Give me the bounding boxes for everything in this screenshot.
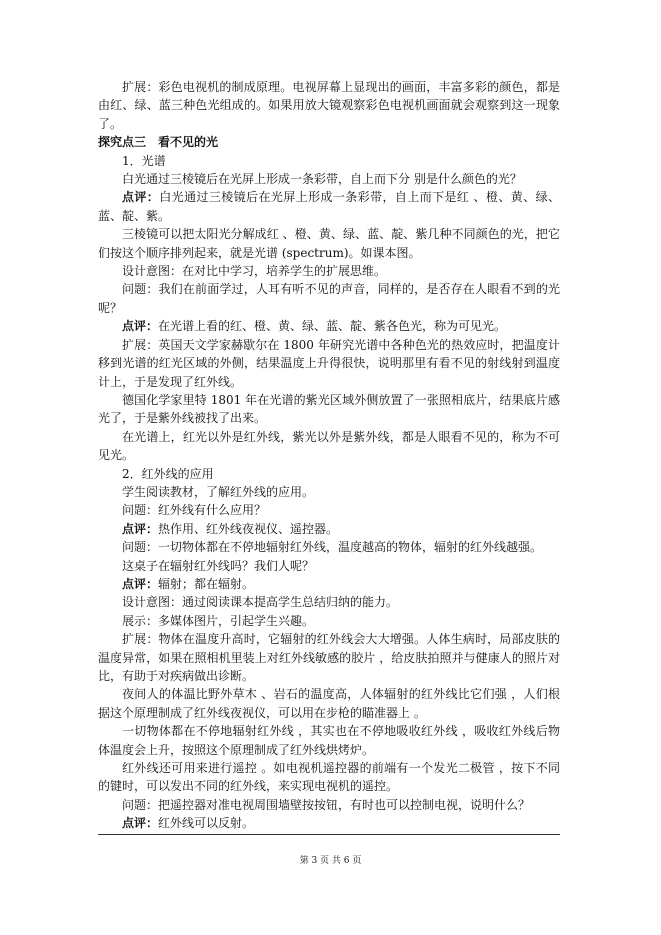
section-heading: 探究点三 看不见的光 — [98, 135, 219, 150]
document-body — [98, 78, 560, 833]
footer-divider — [98, 834, 560, 835]
para-4: 点评：白光通过三棱镜后在光屏上形成一条彩带，自上而下是红 、橙、黄、绿、蓝、靛、紫。 — [98, 190, 560, 223]
para-15: 点评：热作用、红外线夜视仪、遥控器。 — [122, 521, 339, 536]
para-18: 点评：辐射；都在辐射。 — [122, 576, 255, 591]
para-10: 德国化学家里特 1801 年在光谱的紫光区域外侧放置了一张照相底片，结果底片感光了，于是紫外线被找了出来。 — [98, 392, 560, 426]
para-23: 一切物体都在不停地辐射红外线 ，其实也在不停地吸收红外线 ，吸收红外线后物体温度会上升，按照这个原理制成了红外线烘烤炉。 — [98, 724, 560, 757]
para-2: 1．光谱 — [122, 153, 166, 168]
page-footer — [0, 855, 661, 867]
para-5: 三棱镜可以把太阳光分解成红 、橙、黄、绿、蓝、靛、紫几种不同颜色的光，把它们按这个顺序排列起来，就是光谱 (spectrum)。如课本图。 — [98, 227, 560, 260]
para-19: 设计意图：通过阅读课本提高学生总结归纳的能力。 — [122, 595, 399, 610]
para-13: 学生阅读教材，了解红外线的应用。 — [122, 484, 315, 499]
para-26: 点评：红外线可以反射。 — [122, 816, 255, 831]
para-24: 红外线还可用来进行遥控 。如电视机遥控器的前端有一个发光二极管 ，按下不同的键时，可以发出不同的红外线，来实现电视机的遥控。 — [98, 761, 560, 794]
para-11: 在光谱上，红光以外是红外线，紫光以外是紫外线，都是人眼看不见的，称为不可见光。 — [98, 429, 560, 463]
para-14: 问题：红外线有什么应用？ — [122, 503, 267, 518]
para-9: 扩展：英国天文学家赫歇尔在 1800 年研究光谱中各种色光的热效应时，把温度计移到光谱的红光区域的外侧，结果温度上升得很快，说明那里有看不见的射线射到温度计上，于是发现了红外线。 — [98, 337, 560, 389]
para-17: 这桌子在辐射红外线吗？我们人呢？ — [122, 558, 315, 573]
para-22: 夜间人的体温比野外草木 、岩石的温度高，人体辐射的红外线比它们强 ，人们根据这个原理制成了红外线夜视仪，可以用在步枪的瞄准器上 。 — [98, 687, 560, 720]
para-12: 2．红外线的应用 — [122, 466, 214, 481]
para-3: 白光通过三棱镜后在光屏上形成一条彩带，自上而下分 别是什么颜色的光？ — [122, 172, 522, 187]
para-8: 点评：在光谱上看的红、橙、黄、绿、蓝、靛、紫各色光，称为可见光。 — [122, 319, 507, 334]
para-6: 设计意图：在对比中学习，培养学生的扩展思维。 — [122, 264, 387, 279]
page-number: 第 3 页 共 6 页 — [299, 856, 362, 866]
para-21: 扩展：物体在温度升高时，它辐射的红外线会大大增强。人体生病时，局部皮肤的温度异常，如果在照相机里装上对红外线敏感的胶片 ，给皮肤拍照并与健康人的照片对比，有助于对疾病做出诊断。 — [98, 632, 560, 683]
para-25: 问题：把遥控器对准电视周围墙壁按按钮，有时也可以控制电视，说明什么？ — [122, 797, 531, 812]
para-7: 问题：我们在前面学过，人耳有听不见的声音，同样的，是否存在人眼看不到的光呢？ — [98, 282, 560, 315]
para-16: 问题：一切物体都在不停地辐射红外线，温度越高的物体，辐射的红外线越强。 — [122, 540, 543, 555]
para-20: 展示：多媒体图片，引起学生兴趣。 — [122, 613, 315, 628]
para-0: 扩展：彩色电视机的制成原理。电视屏幕上显现出的画面，丰富多彩的颜色，都是由红、绿、蓝三种色光组成的。如果用放大镜观察彩色电视机画面就会观察到这一现象了。 — [98, 80, 560, 131]
